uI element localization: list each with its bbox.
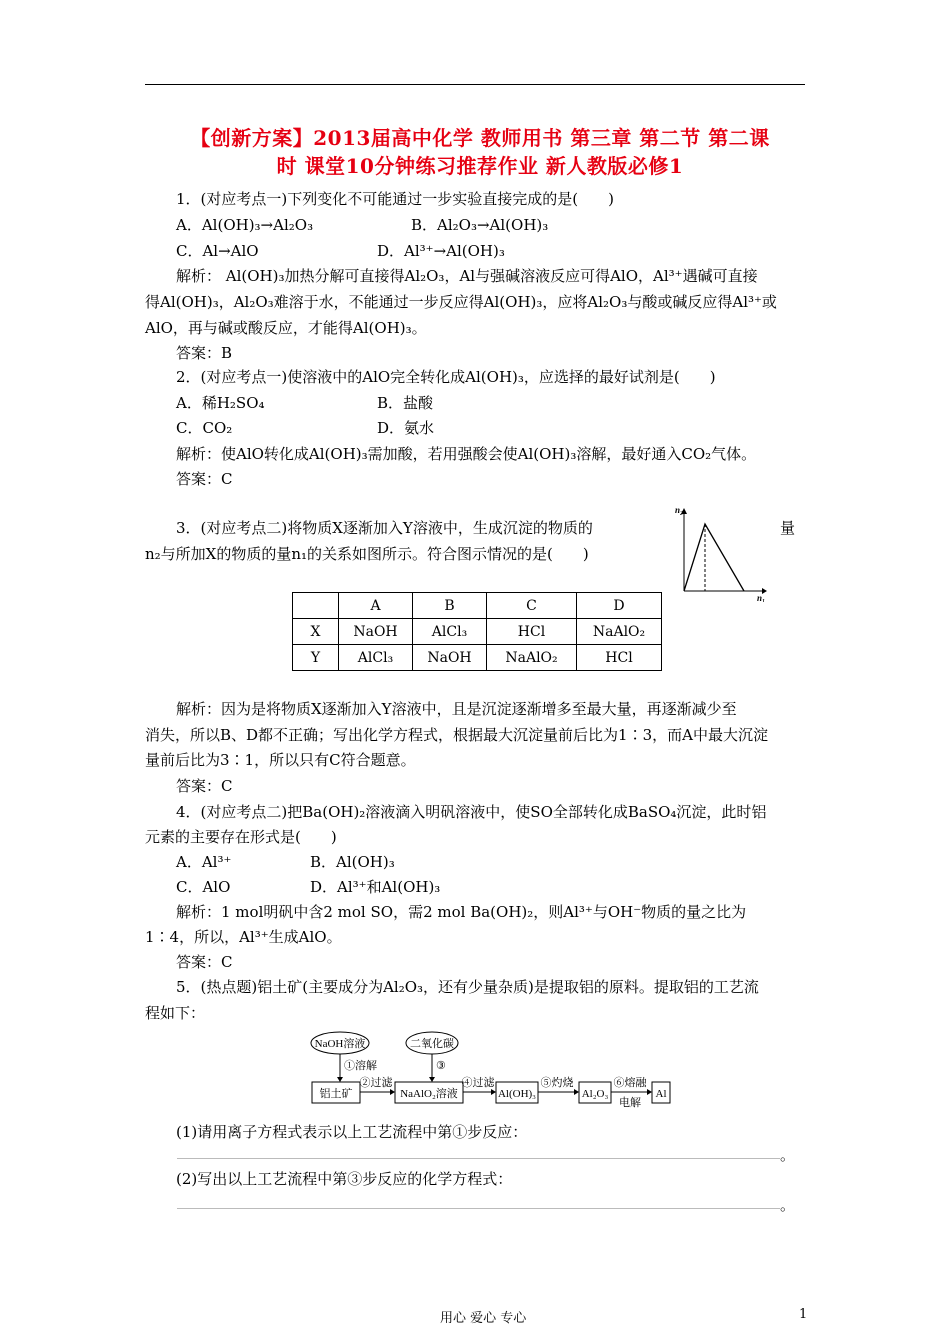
- table-cell: A: [339, 593, 413, 619]
- q5-flow-diagram: [300, 1028, 680, 1110]
- q5-stem-1: 5．(热点题)铝土矿(主要成分为Al₂O₃，还有少量杂质)是提取铝的原料。提取铝的工艺流: [176, 978, 759, 996]
- q3-explanation-3: 量前后比为3∶1，所以只有C符合题意。: [145, 751, 416, 769]
- table-cell: AlCl₃: [339, 645, 413, 671]
- header-rule: [145, 84, 805, 85]
- q1-stem: 1．(对应考点一)下列变化不可能通过一步实验直接完成的是( ): [176, 190, 614, 208]
- q4-stem-2: 元素的主要存在形式是( ): [145, 828, 337, 846]
- q2-explanation: 解析：使AlO转化成Al(OH)₃需加酸，若用强酸会使Al(OH)₃溶解，最好通入CO₂气体。: [176, 445, 757, 463]
- q2-answer: 答案：C: [176, 470, 233, 488]
- flow-al: Al: [655, 1088, 667, 1100]
- q1-option-d: D．Al³⁺→Al(OH)₃: [377, 242, 505, 260]
- q3-answer: 答案：C: [176, 777, 233, 795]
- flow-step6: ⑥熔融: [613, 1077, 647, 1089]
- flow-ore: 铝土矿: [319, 1088, 353, 1100]
- table-cell: Y: [293, 645, 339, 671]
- flow-step2: ②过滤: [359, 1077, 393, 1089]
- q3-graph: [672, 502, 772, 602]
- q1-option-a: A．Al(OH)₃→Al₂O₃: [176, 216, 314, 234]
- answer-end-mark-1: 。: [780, 1146, 796, 1164]
- q4-option-b: B．Al(OH)₃: [310, 853, 395, 871]
- answer-blank-2[interactable]: [177, 1208, 780, 1209]
- q1-option-b: B．Al₂O₃→Al(OH)₃: [411, 216, 549, 234]
- table-cell: AlCl₃: [413, 619, 487, 645]
- q3-explanation-2: 消失，所以B、D都不正确；写出化学方程式，根据最大沉淀量前后比为1∶3，而A中最大沉淀: [145, 726, 768, 744]
- q2-stem: 2．(对应考点一)使溶液中的AlO完全转化成Al(OH)₃，应选择的最好试剂是( ): [176, 368, 716, 386]
- table-row: [293, 645, 662, 671]
- flow-electrolysis: 电解: [619, 1097, 641, 1109]
- q3-graph-curve: [684, 524, 744, 591]
- q3-graph-y-label: n₂: [675, 505, 684, 515]
- table-row: [293, 619, 662, 645]
- table-cell: NaAlO₂: [577, 619, 662, 645]
- q3-graph-x-label: n₁: [757, 593, 766, 602]
- table-cell: NaOH: [339, 619, 413, 645]
- q4-stem-1: 4．(对应考点二)把Ba(OH)₂溶液滴入明矾溶液中，使SO全部转化成BaSO₄沉淀，此时铝: [176, 803, 767, 821]
- q3-explanation-1: 解析：因为是将物质X逐渐加入Y溶液中，且是沉淀逐渐增多至最大量，再逐渐减少至: [176, 700, 737, 718]
- flow-aloh3: Al(OH)₃: [497, 1088, 537, 1100]
- q2-option-a: A．稀H₂SO₄: [176, 394, 265, 412]
- flow-naoh: NaOH溶液: [314, 1038, 366, 1050]
- table-cell: NaOH: [413, 645, 487, 671]
- doc-title-line1: 【创新方案】2013届高中化学 教师用书 第三章 第二节 第二课: [190, 126, 770, 150]
- q1-explanation-1: 解析： Al(OH)₃加热分解可直接得Al₂O₃，Al与强碱溶液反应可得AlO，Al³⁺遇碱可直接: [176, 267, 758, 285]
- footer-motto: 用心 爱心 专心: [440, 1311, 527, 1326]
- q4-answer: 答案：C: [176, 953, 233, 971]
- q3-table: [292, 592, 662, 671]
- q5-subquestion-2: (2)写出以上工艺流程中第③步反应的化学方程式：: [176, 1170, 513, 1188]
- table-cell: D: [577, 593, 662, 619]
- table-row: [293, 593, 662, 619]
- flow-step3: ③: [436, 1060, 446, 1072]
- flow-step5: ⑤灼烧: [540, 1077, 574, 1089]
- table-cell: NaAlO₂: [487, 645, 577, 671]
- q2-option-b: B．盐酸: [377, 394, 434, 412]
- table-cell: HCl: [577, 645, 662, 671]
- flow-step1: ①溶解: [344, 1060, 377, 1072]
- q4-explanation-2: 1∶4，所以，Al³⁺生成AlO。: [145, 928, 342, 946]
- q4-option-a: A．Al³⁺: [176, 853, 232, 871]
- q1-answer: 答案：B: [176, 344, 233, 362]
- q4-option-c: C．AlO: [176, 878, 231, 896]
- table-cell: X: [293, 619, 339, 645]
- answer-end-mark-2: 。: [780, 1196, 796, 1214]
- flow-co2: 二氧化碳: [410, 1038, 454, 1050]
- flow-al2o3: Al₂O₃: [581, 1088, 609, 1100]
- q2-option-d: D．氨水: [377, 419, 435, 437]
- doc-title-line2: 时 课堂10分钟练习推荐作业 新人教版必修1: [276, 154, 684, 178]
- q3-stem-1: 3．(对应考点二)将物质X逐渐加入Y溶液中，生成沉淀的物质的: [176, 519, 593, 537]
- page-number: 1: [799, 1307, 808, 1322]
- answer-blank-1[interactable]: [177, 1158, 780, 1159]
- table-cell: HCl: [487, 619, 577, 645]
- flow-naalo2: NaAlO₂溶液: [400, 1088, 458, 1100]
- q3-stem-2: n₂与所加X的物质的量n₁的关系如图所示。符合图示情况的是( ): [145, 545, 589, 563]
- q4-option-d: D．Al³⁺和Al(OH)₃: [310, 878, 441, 896]
- q1-explanation-2: 得Al(OH)₃，Al₂O₃难溶于水，不能通过一步反应得Al(OH)₃，应将Al₂O₃与酸或碱反应得Al³⁺或: [145, 293, 777, 311]
- table-cell: C: [487, 593, 577, 619]
- table-cell: B: [413, 593, 487, 619]
- q4-explanation-1: 解析：1 mol明矾中含2 mol SO，需2 mol Ba(OH)₂，则Al³⁺与OH⁻物质的量之比为: [176, 903, 747, 921]
- q2-option-c: C．CO₂: [176, 419, 233, 437]
- flow-step4: ④过滤: [461, 1077, 495, 1089]
- q1-option-c: C．Al→AlO: [176, 242, 259, 260]
- q3-stem-1-tail: 量: [780, 519, 796, 537]
- table-cell: [293, 593, 339, 619]
- q5-stem-2: 程如下：: [145, 1004, 206, 1022]
- q1-explanation-3: AlO，再与碱或酸反应，才能得Al(OH)₃。: [145, 319, 427, 337]
- q5-subquestion-1: (1)请用离子方程式表示以上工艺流程中第①步反应：: [176, 1123, 528, 1141]
